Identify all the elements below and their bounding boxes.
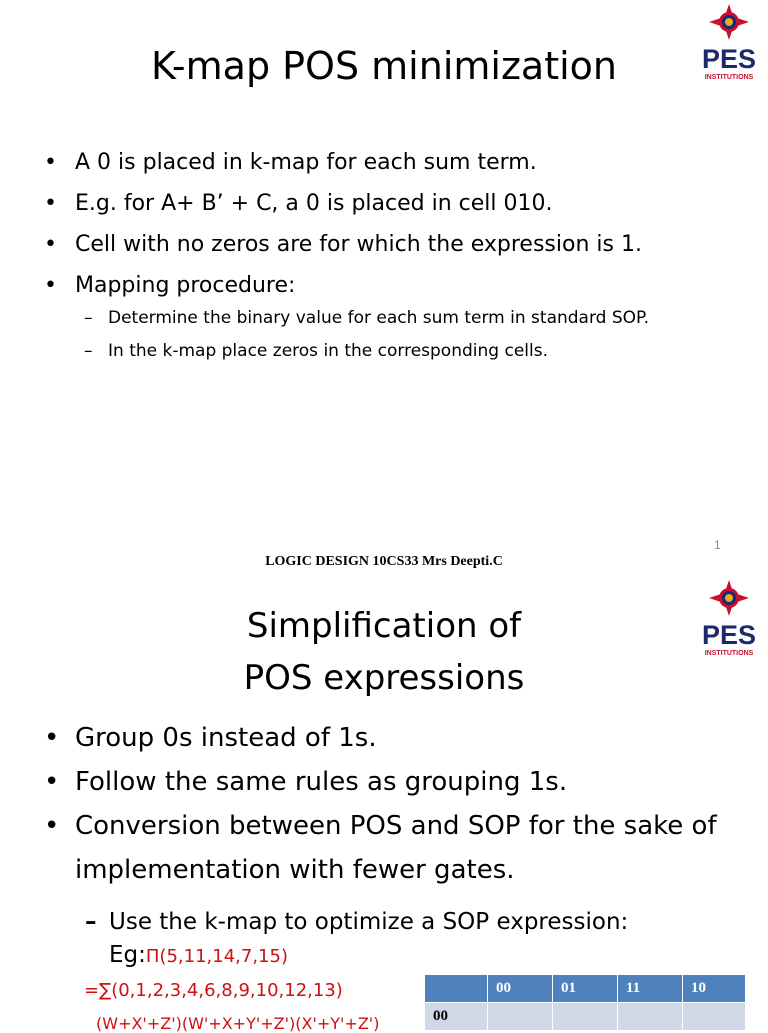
kmap-cell: 00: [488, 975, 553, 1003]
bullet-item: • Cell with no zeros are for which the expression is 1.: [44, 232, 642, 257]
bullet-item: • A 0 is placed in k-map for each sum term.: [44, 150, 537, 175]
bullet-list: [44, 716, 734, 892]
logo-subtext: INSTITUTIONS: [704, 74, 754, 81]
compass-emblem-icon: [709, 580, 749, 616]
compass-emblem-icon: [709, 4, 749, 40]
sub-bullet-item: – Determine the binary value for each sum term in standard SOP.: [84, 308, 650, 328]
title-line-2: POS expressions: [243, 658, 525, 698]
pes-logo: [694, 578, 764, 660]
bullet-item: • Follow the same rules as grouping 1s.: [44, 767, 568, 797]
kmap-cell: 00: [425, 1003, 488, 1031]
logo-text: PES: [701, 620, 757, 650]
pes-logo: [694, 2, 764, 84]
eg-expression: Π(5,11,14,7,15): [145, 946, 288, 967]
kmap-cell: 10: [683, 975, 746, 1003]
kmap-cell: [683, 1003, 746, 1031]
bullet-list: [44, 142, 744, 306]
example-line: [109, 942, 288, 968]
bullet-item: • E.g. for A+ B’ + C, a 0 is placed in cell 010.: [44, 191, 553, 216]
slide-2: [0, 576, 768, 1033]
kmap-cell: [488, 1003, 553, 1031]
sub-bullet-item: – Use the k-map to optimize a SOP expression:: [85, 909, 629, 935]
page-number: 1: [714, 538, 721, 552]
logo-subtext: INSTITUTIONS: [704, 650, 754, 657]
sub-bullet-list: [84, 302, 649, 368]
slide-title: K-map POS minimization: [151, 44, 617, 88]
kmap-cell: [553, 1003, 618, 1031]
sub-bullet-item: – In the k-map place zeros in the corresponding cells.: [84, 341, 548, 361]
bullet-item: • Group 0s instead of 1s.: [44, 723, 377, 753]
slide-title: [0, 600, 768, 704]
title-line-1: Simplification of: [246, 606, 522, 646]
kmap-row: [425, 1003, 746, 1031]
sigma-expression: =∑(0,1,2,3,4,6,8,9,10,12,13): [84, 980, 343, 1001]
kmap-cell: [618, 1003, 683, 1031]
eg-label: Eg:: [109, 942, 146, 968]
kmap-table: [424, 974, 746, 1031]
slide-footer: LOGIC DESIGN 10CS33 Mrs Deepti.C: [265, 554, 503, 569]
kmap-cell: 01: [553, 975, 618, 1003]
kmap-cell: 11: [618, 975, 683, 1003]
kmap-cell: [425, 975, 488, 1003]
bullet-item: • Conversion between POS and SOP for the sake of implementation with fewer gates.: [44, 811, 717, 885]
partial-expression: (W+X'+Z')(W'+X+Y'+Z')(X'+Y'+Z'): [96, 1014, 380, 1033]
logo-text: PES: [701, 44, 757, 74]
kmap-header-row: [425, 975, 746, 1003]
bullet-item: • Mapping procedure:: [44, 273, 296, 298]
